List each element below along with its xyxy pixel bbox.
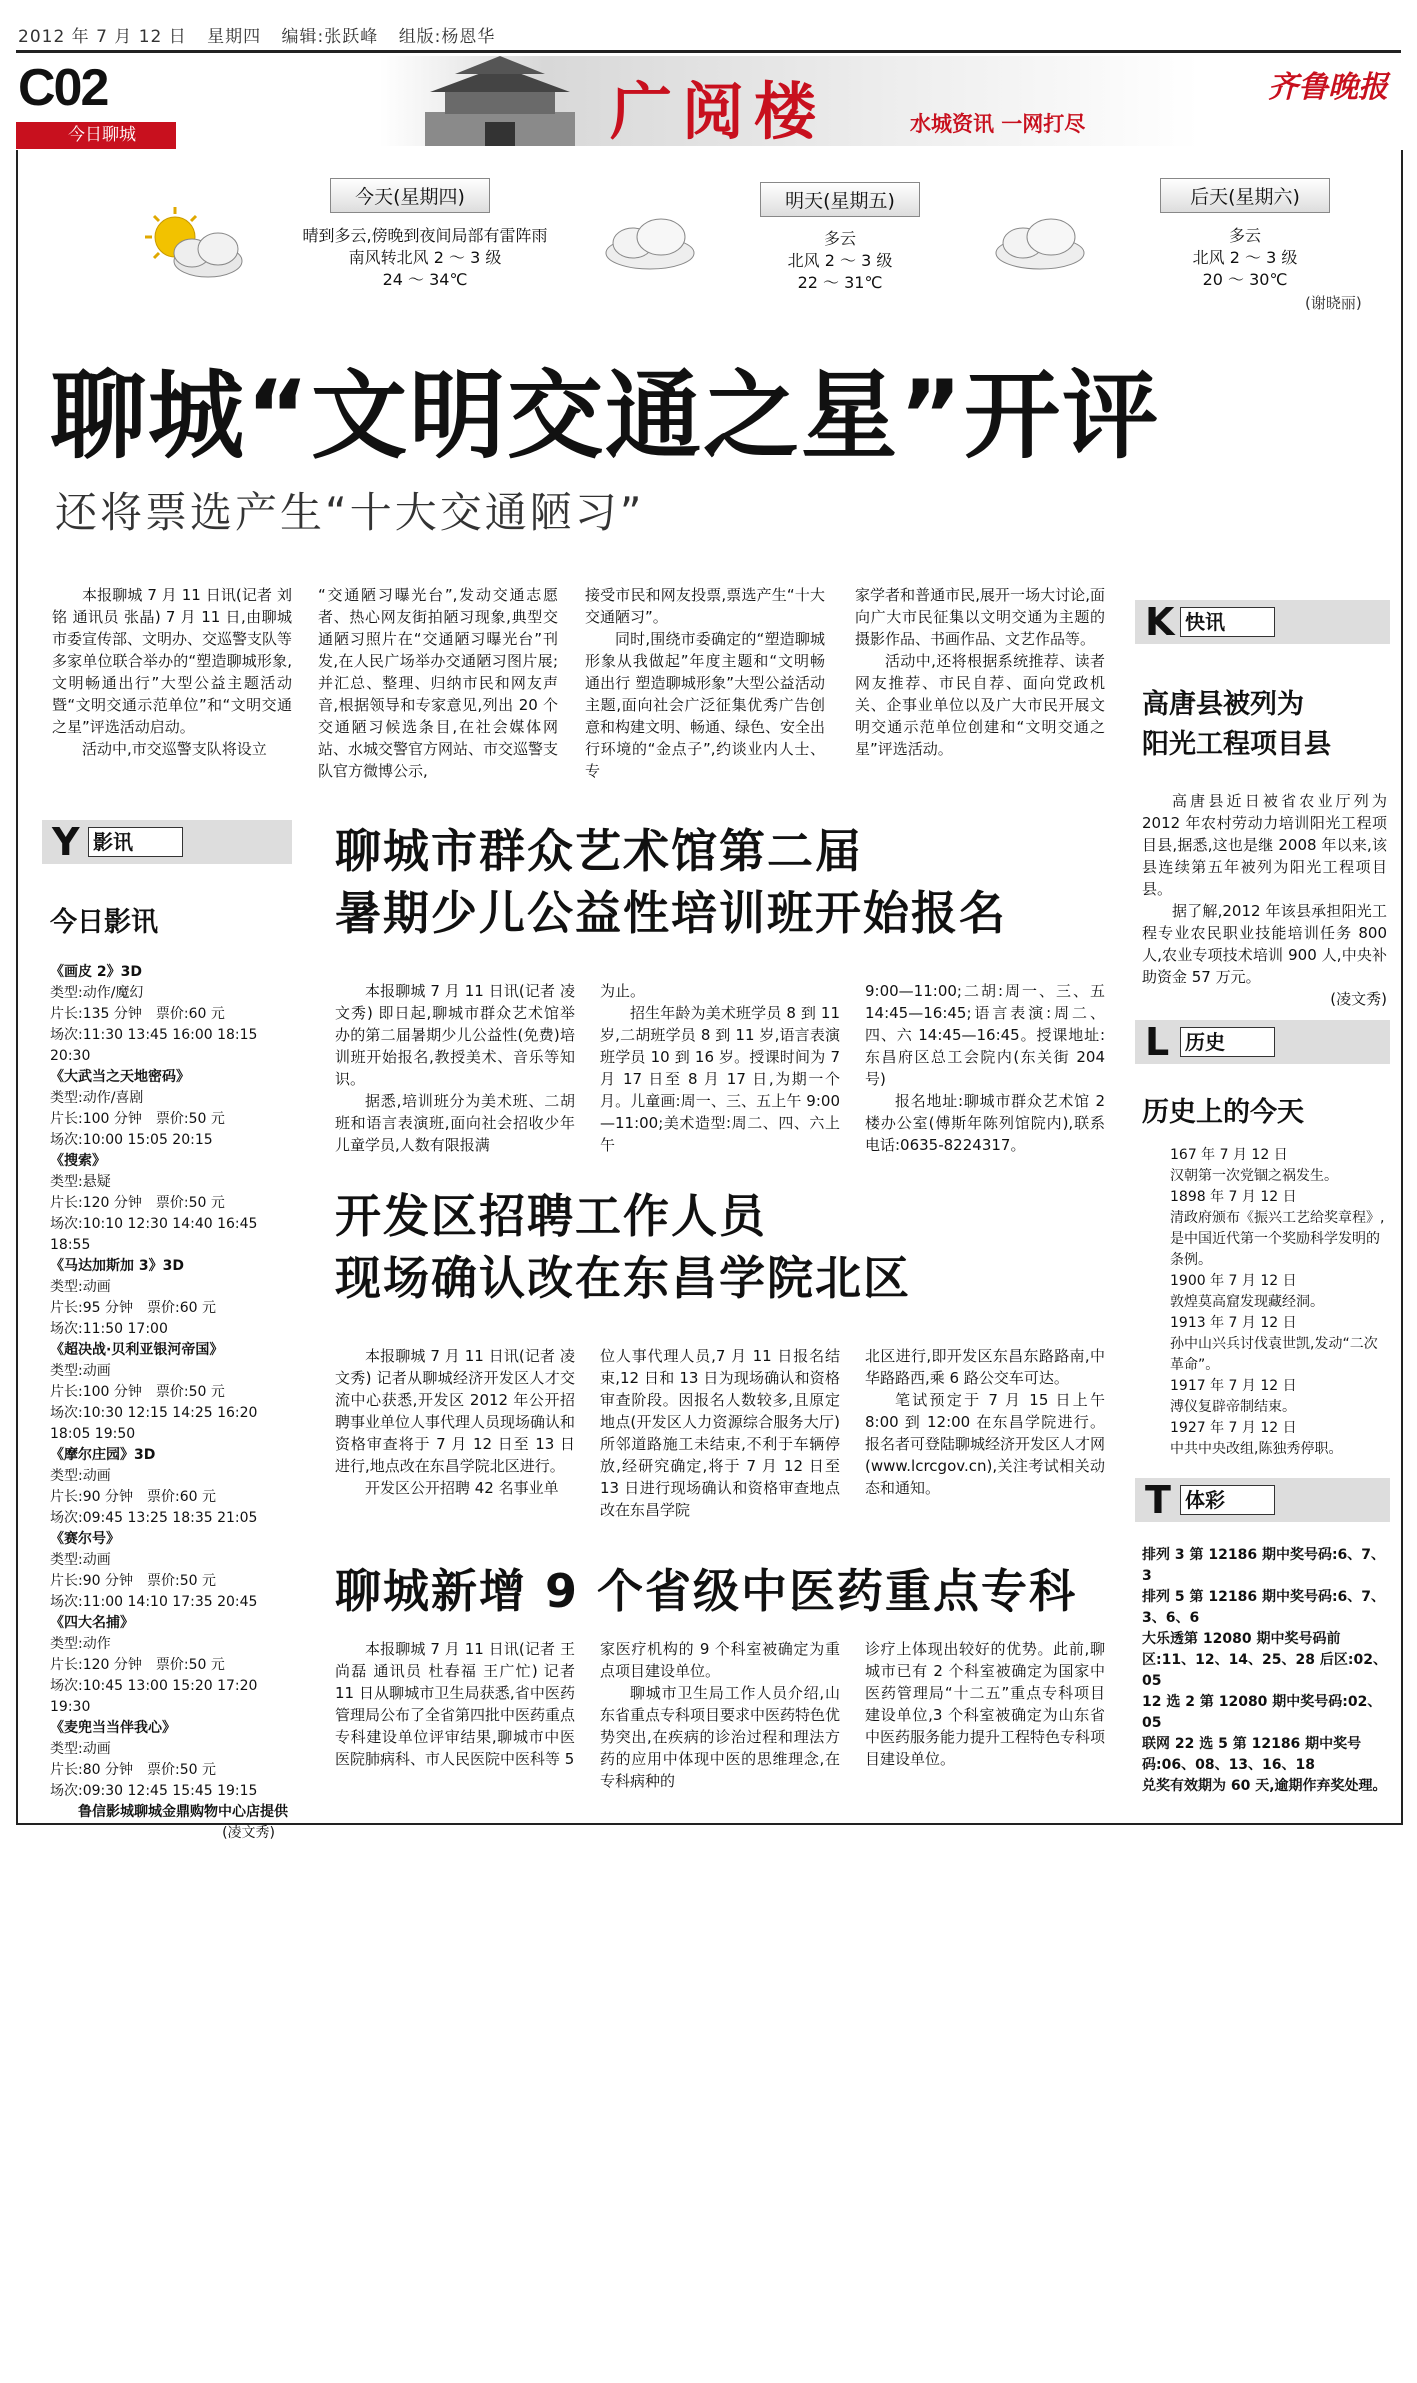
lead-col4-p1: 家学者和普通市民,展开一场大讨论,面向广大市民征集以文明交通为主题的摄影作品、书画作品、文艺作品等。 <box>855 586 1105 648</box>
lottery-letter: T <box>1145 1478 1171 1522</box>
film-length: 片长:100 分钟 票价:50 元 <box>50 1111 225 1127</box>
editor: 编辑:张跃峰 <box>281 27 379 47</box>
movies-credit: (凌文秀) <box>222 1825 275 1841</box>
kuaixun-headline <box>1142 685 1331 765</box>
jobs-col3-p2: 笔试预定于 7 月 15 日上午 8:00 到 12:00 在东昌学院进行。报名者可登陆聊城经济开发区人才网(www.lcrcgov.cn),关注考试相关动态和通知。 <box>865 1391 1106 1497</box>
weather-today-line2: 南风转北风 2 ～ 3 级 <box>348 248 502 267</box>
jobs-col1-p1: 本报聊城 7 月 11 日讯(记者 凌文秀) 记者从聊城经济开发区人才交流中心获悉,开发区 2012 年公开招聘事业单位人事代理人员现场确认和资格审查将于 7 月 12 日至 13 日进行,地点改在东昌学院北区进行。 <box>335 1347 576 1475</box>
art-col1-p2: 据悉,培训班分为美术班、二胡班和语言表演班,面向社会招收少年儿童学员,人数有限报满 <box>335 1092 575 1154</box>
film-length: 片长:100 分钟 票价:50 元 <box>50 1384 225 1400</box>
jobs-col2-p1: 位人事代理人员,7 月 11 日报名结束,12 日和 13 日为现场确认和资格审查阶段。因报名人数较多,且原定地点(开发区人力资源综合服务大厅)所邻道路施工未结束,不利于车辆停放,经研究确定,将于 7 月 12 日至 13 日进行现场确认和资格审查地点改在东昌学院 <box>600 1347 840 1519</box>
lead-subhead: 还将票选产生“十大交通陋习” <box>55 488 645 537</box>
weather-tomorrow <box>720 228 960 294</box>
film-type: 类型:悬疑 <box>50 1174 111 1190</box>
film-length: 片长:120 分钟 票价:50 元 <box>50 1195 225 1211</box>
jobs-headline-2: 现场确认改在东昌学院北区 <box>335 1251 911 1305</box>
film-type: 类型:动画 <box>50 1363 111 1379</box>
date-line <box>18 22 495 47</box>
banner-title: 广阅楼 <box>610 75 827 148</box>
jobs-column-3 <box>865 1345 1105 1499</box>
tcm-column-3 <box>865 1638 1105 1770</box>
weather-day-label-tomorrow: 明天(星期五) <box>760 182 920 217</box>
cloud-icon <box>985 205 1095 279</box>
history-headline: 历史上的今天 <box>1142 1097 1304 1128</box>
weather-credit: (谢晓丽) <box>1305 294 1362 312</box>
lead-col3-p2: 同时,围绕市委确定的“塑造聊城形象从我做起”年度主题和“文明畅通出行 塑造聊城形象”大型公益活动主题,面向社会广泛征集优秀广告创意和构建文明、畅通、绿色、安全出行环境的“金点子”,约谈业内人士、专 <box>585 630 826 780</box>
weather-after <box>1130 225 1360 291</box>
weather-tomorrow-temp: 22 ～ 31℃ <box>797 273 883 292</box>
weather-today-temp: 24 ～ 34℃ <box>382 270 468 289</box>
film-times: 场次:10:00 15:05 20:15 <box>50 1132 213 1148</box>
history-entry-event: 中共中央改组,陈独秀停职。 <box>1170 1441 1343 1457</box>
art-column-2 <box>600 980 840 1156</box>
history-entry-date: 1900 年 7 月 12 日 <box>1170 1273 1297 1289</box>
art-headline-1: 聊城市群众艺术馆第二届 <box>335 824 863 878</box>
lottery-label: 体彩 <box>1180 1485 1275 1515</box>
history-list <box>1170 1145 1390 1460</box>
film-type: 类型:动作 <box>50 1636 111 1652</box>
banner-slogan: 水城资讯 一网打尽 <box>910 112 1086 136</box>
lead-column-4 <box>855 584 1105 760</box>
top-rule <box>16 50 1401 53</box>
lottery-line: 排列 5 第 12186 期中奖号码:6、7、3、6、6 <box>1142 1589 1386 1626</box>
weather-today-line1: 晴到多云,傍晚到夜间局部有雷阵雨 <box>302 226 548 245</box>
weekday: 星期四 <box>207 27 262 47</box>
film-times: 场次:09:45 13:25 18:35 21:05 <box>50 1510 258 1526</box>
film-type: 类型:动作/喜剧 <box>50 1090 144 1106</box>
movies-letter: Y <box>52 820 80 864</box>
film-title: 《大武当之天地密码》 <box>50 1069 190 1085</box>
lead-col1-p1: 本报聊城 7 月 11 日讯(记者 刘铭 通讯员 张晶) 7 月 11 日,由聊城市委宣传部、文明办、交巡警支队等多家单位联合举办的“塑造聊城形象,文明畅通出行”大型公益主题活动暨“文明交通示范单位”和“文明交通之星”评选活动启动。 <box>52 586 293 736</box>
art-col3-p2: 报名地址:聊城市群众艺术馆 2 楼办公室(傅斯年陈列馆院内),联系电话:0635-8224317。 <box>865 1092 1105 1154</box>
lottery-line: 12 选 2 第 12080 期中奖号码:02、05 <box>1142 1694 1382 1731</box>
kuaixun-headline-1: 高唐县被列为 <box>1142 689 1304 720</box>
weather-after-temp: 20 ～ 30℃ <box>1202 270 1288 289</box>
history-entry-date: 1913 年 7 月 12 日 <box>1170 1315 1297 1331</box>
weather-after-line2: 北风 2 ～ 3 级 <box>1192 248 1298 267</box>
kuaixun-p2: 据了解,2012 年该县承担阳光工程专业农民职业技能培训任务 800 人,农业专项技术培训 900 人,中央补助资金 57 万元。 <box>1142 902 1387 986</box>
kuaixun-credit: (凌文秀) <box>1330 990 1387 1008</box>
kuaixun-p1: 高唐县近日被省农业厅列为 2012 年农村劳动力培训阳光工程项目县,据悉,这也是继 2008 年以来,该县连续第五年被列为阳光工程项目县。 <box>1142 792 1387 898</box>
film-length: 片长:135 分钟 票价:60 元 <box>50 1006 225 1022</box>
history-entry-event: 清政府颁布《振兴工艺给奖章程》,是中国近代第一个奖励科学发明的条例。 <box>1170 1210 1385 1268</box>
art-col3-p1: 9:00—11:00;二胡:周一、三、五 14:45—16:45;语言表演:周二、四、六 14:45—16:45。授课地址:东昌府区总工会院内(东关街 204 号) <box>865 982 1105 1088</box>
kuaixun-label: 快讯 <box>1180 607 1275 637</box>
lottery-line: 联网 22 选 5 第 12186 期中奖号码:06、08、13、16、18 <box>1142 1736 1362 1773</box>
film-times: 场次:10:30 12:15 14:25 16:20 18:05 19:50 <box>50 1405 258 1442</box>
film-length: 片长:90 分钟 票价:50 元 <box>50 1573 216 1589</box>
art-headline-2: 暑期少儿公益性培训班开始报名 <box>335 886 1007 940</box>
lead-col1-p2: 活动中,市交巡警支队将设立 <box>82 740 267 758</box>
jobs-col3-p1: 北区进行,即开发区东昌东路路南,中华路路西,乘 6 路公交车可达。 <box>865 1347 1105 1387</box>
movies-list <box>50 962 295 1844</box>
film-title: 《麦兜当当伴我心》 <box>50 1720 176 1736</box>
kuaixun-body <box>1142 790 1387 1010</box>
movies-label: 影讯 <box>88 827 183 857</box>
jobs-column-1 <box>335 1345 575 1499</box>
art-column-3 <box>865 980 1105 1156</box>
film-times: 场次:11:30 13:45 16:00 18:15 20:30 <box>50 1027 258 1064</box>
weather-day-label-after: 后天(星期六) <box>1160 178 1330 213</box>
history-entry-date: 1917 年 7 月 12 日 <box>1170 1378 1297 1394</box>
jobs-headline <box>335 1185 911 1309</box>
jobs-column-2 <box>600 1345 840 1521</box>
film-title: 《摩尔庄园》3D <box>50 1447 156 1463</box>
history-entry-event: 孙中山兴兵讨伐袁世凯,发动“二次革命”。 <box>1170 1336 1378 1373</box>
lead-headline: 聊城“文明交通之星”开评 <box>50 360 1161 472</box>
film-type: 类型:动画 <box>50 1741 111 1757</box>
movies-provider: 鲁信影城聊城金鼎购物中心店提供 <box>78 1804 288 1820</box>
film-title: 《马达加斯加 3》3D <box>50 1258 184 1274</box>
film-times: 场次:11:00 14:10 17:35 20:45 <box>50 1594 258 1610</box>
weather-tomorrow-line2: 北风 2 ～ 3 级 <box>787 251 893 270</box>
tcm-col3-p1: 诊疗上体现出较好的优势。此前,聊城市已有 2 个科室被确定为国家中医药管理局“十二五”重点专科项目建设单位,3 个科室被确定为山东省中医药服务能力提升工程特色专科项目建设单位。 <box>865 1640 1106 1768</box>
weather-after-line1: 多云 <box>1228 226 1261 245</box>
art-headline <box>335 820 1007 944</box>
tcm-col2-p1: 家医疗机构的 9 个科室被确定为重点项目建设单位。 <box>600 1640 840 1680</box>
history-entry-date: 167 年 7 月 12 日 <box>1170 1147 1288 1163</box>
jobs-headline-1: 开发区招聘工作人员 <box>335 1189 767 1243</box>
history-entry-event: 汉朝第一次党锢之祸发生。 <box>1170 1168 1338 1184</box>
film-type: 类型:动作/魔幻 <box>50 985 144 1001</box>
lead-column-1 <box>52 584 292 760</box>
weather-today <box>270 225 580 291</box>
film-length: 片长:95 分钟 票价:60 元 <box>50 1300 216 1316</box>
film-title: 《画皮 2》3D <box>50 964 142 980</box>
movies-headline: 今日影讯 <box>50 907 158 938</box>
art-column-1 <box>335 980 575 1156</box>
film-length: 片长:120 分钟 票价:50 元 <box>50 1657 225 1673</box>
tcm-col1-p1: 本报聊城 7 月 11 日讯(记者 王尚磊 通讯员 杜春福 王广忙) 记者 11 日从聊城市卫生局获悉,省中医药管理局公布了全省第四批中医药重点专科建设单位评审结果,聊城市中医医院肺病科、市人民医院中医科等 5 <box>335 1640 576 1768</box>
jobs-col1-p2: 开发区公开招聘 42 名事业单 <box>365 1479 559 1497</box>
tcm-column-1 <box>335 1638 575 1770</box>
tower-icon <box>395 52 605 147</box>
film-type: 类型:动画 <box>50 1279 111 1295</box>
film-times: 场次:11:50 17:00 <box>50 1321 168 1337</box>
tcm-column-2 <box>600 1638 840 1792</box>
art-col1-p1: 本报聊城 7 月 11 日讯(记者 凌文秀) 即日起,聊城市群众艺术馆举办的第二届暑期少儿公益性(免费)培训班开始报名,教授美术、音乐等知识。 <box>335 982 575 1088</box>
lottery-line: 排列 3 第 12186 期中奖号码:6、7、3 <box>1142 1547 1386 1584</box>
film-title: 《搜索》 <box>50 1153 106 1169</box>
film-length: 片长:80 分钟 票价:50 元 <box>50 1762 216 1778</box>
section-tag: 今日聊城 <box>16 122 176 149</box>
history-label: 历史 <box>1180 1027 1275 1057</box>
layout-editor: 组版:杨恩华 <box>398 27 496 47</box>
kuaixun-letter: K <box>1145 600 1175 644</box>
art-col2-p1: 为止。 <box>600 982 646 1000</box>
art-col2-p2: 招生年龄为美术班学员 8 到 11 岁,二胡班学员 8 到 11 岁,语言表演班学员 10 到 16 岁。授课时间为 7 月 17 日至 8 月 17 日,为期一个月。儿童画:周一、三、五上午 9:00—11:00;美术造型:周二、四、六上午 <box>600 1004 840 1154</box>
film-times: 场次:10:10 12:30 14:40 16:45 18:55 <box>50 1216 258 1253</box>
lottery-list <box>1142 1545 1387 1797</box>
film-times: 场次:10:45 13:00 15:20 17:20 19:30 <box>50 1678 258 1715</box>
page-number: C02 <box>18 59 108 117</box>
film-times: 场次:09:30 12:45 15:45 19:15 <box>50 1783 258 1799</box>
history-entry-date: 1927 年 7 月 12 日 <box>1170 1420 1297 1436</box>
film-type: 类型:动画 <box>50 1552 111 1568</box>
date: 2012 年 7 月 12 日 <box>18 27 187 47</box>
sun-cloud-icon <box>130 205 250 289</box>
tcm-headline: 聊城新增 9 个省级中医药重点专科 <box>335 1564 1078 1618</box>
history-entry-event: 敦煌莫高窟发现藏经洞。 <box>1170 1294 1324 1310</box>
film-type: 类型:动画 <box>50 1468 111 1484</box>
kuaixun-headline-2: 阳光工程项目县 <box>1142 729 1331 760</box>
lead-column-2 <box>318 584 558 782</box>
cloud-icon <box>595 205 705 279</box>
history-letter: L <box>1145 1020 1170 1064</box>
film-title: 《超决战·贝利亚银河帝国》 <box>50 1342 224 1358</box>
lead-col4-p2: 活动中,还将根据系统推荐、读者网友推荐、市民自荐、面向党政机关、企事业单位以及广大市民开展文明交通示范单位创建和“文明交通之星”评选活动。 <box>855 652 1105 758</box>
weather-day-label-today: 今天(星期四) <box>330 178 490 213</box>
lead-col3-p1: 接受市民和网友投票,票选产生“十大交通陋习”。 <box>585 586 825 626</box>
history-entry-event: 溥仪复辟帝制结束。 <box>1170 1399 1296 1415</box>
weather-tomorrow-line1: 多云 <box>823 229 856 248</box>
history-entry-date: 1898 年 7 月 12 日 <box>1170 1189 1297 1205</box>
film-length: 片长:90 分钟 票价:60 元 <box>50 1489 216 1505</box>
film-title: 《四大名捕》 <box>50 1615 134 1631</box>
tcm-col2-p2: 聊城市卫生局工作人员介绍,山东省重点专科项目要求中医药特色优势突出,在疾病的诊治过程和理法方药的应用中体现中医的思维理念,在专科病种的 <box>600 1684 841 1790</box>
lead-col2-p1: “交通陋习曝光台”,发动交通志愿者、热心网友街拍陋习现象,典型交通陋习照片在“交通陋习曝光台”刊发,在人民广场举办交通陋习图片展;并汇总、整理、归纳市民和网友声音,根据领导和专家意见,列出 20 个交通陋习候选条目,在社会媒体网站、水城交警官方网站、市交巡警支队官方微博公示, <box>318 586 559 780</box>
lead-column-3 <box>585 584 825 782</box>
lottery-line: 大乐透第 12080 期中奖号码前区:11、12、14、25、28 后区:02、05 <box>1142 1631 1387 1689</box>
film-title: 《赛尔号》 <box>50 1531 120 1547</box>
newspaper-logo: 齐鲁晚报 <box>1268 70 1388 105</box>
lottery-line: 兑奖有效期为 60 天,逾期作弃奖处理。 <box>1142 1778 1387 1794</box>
